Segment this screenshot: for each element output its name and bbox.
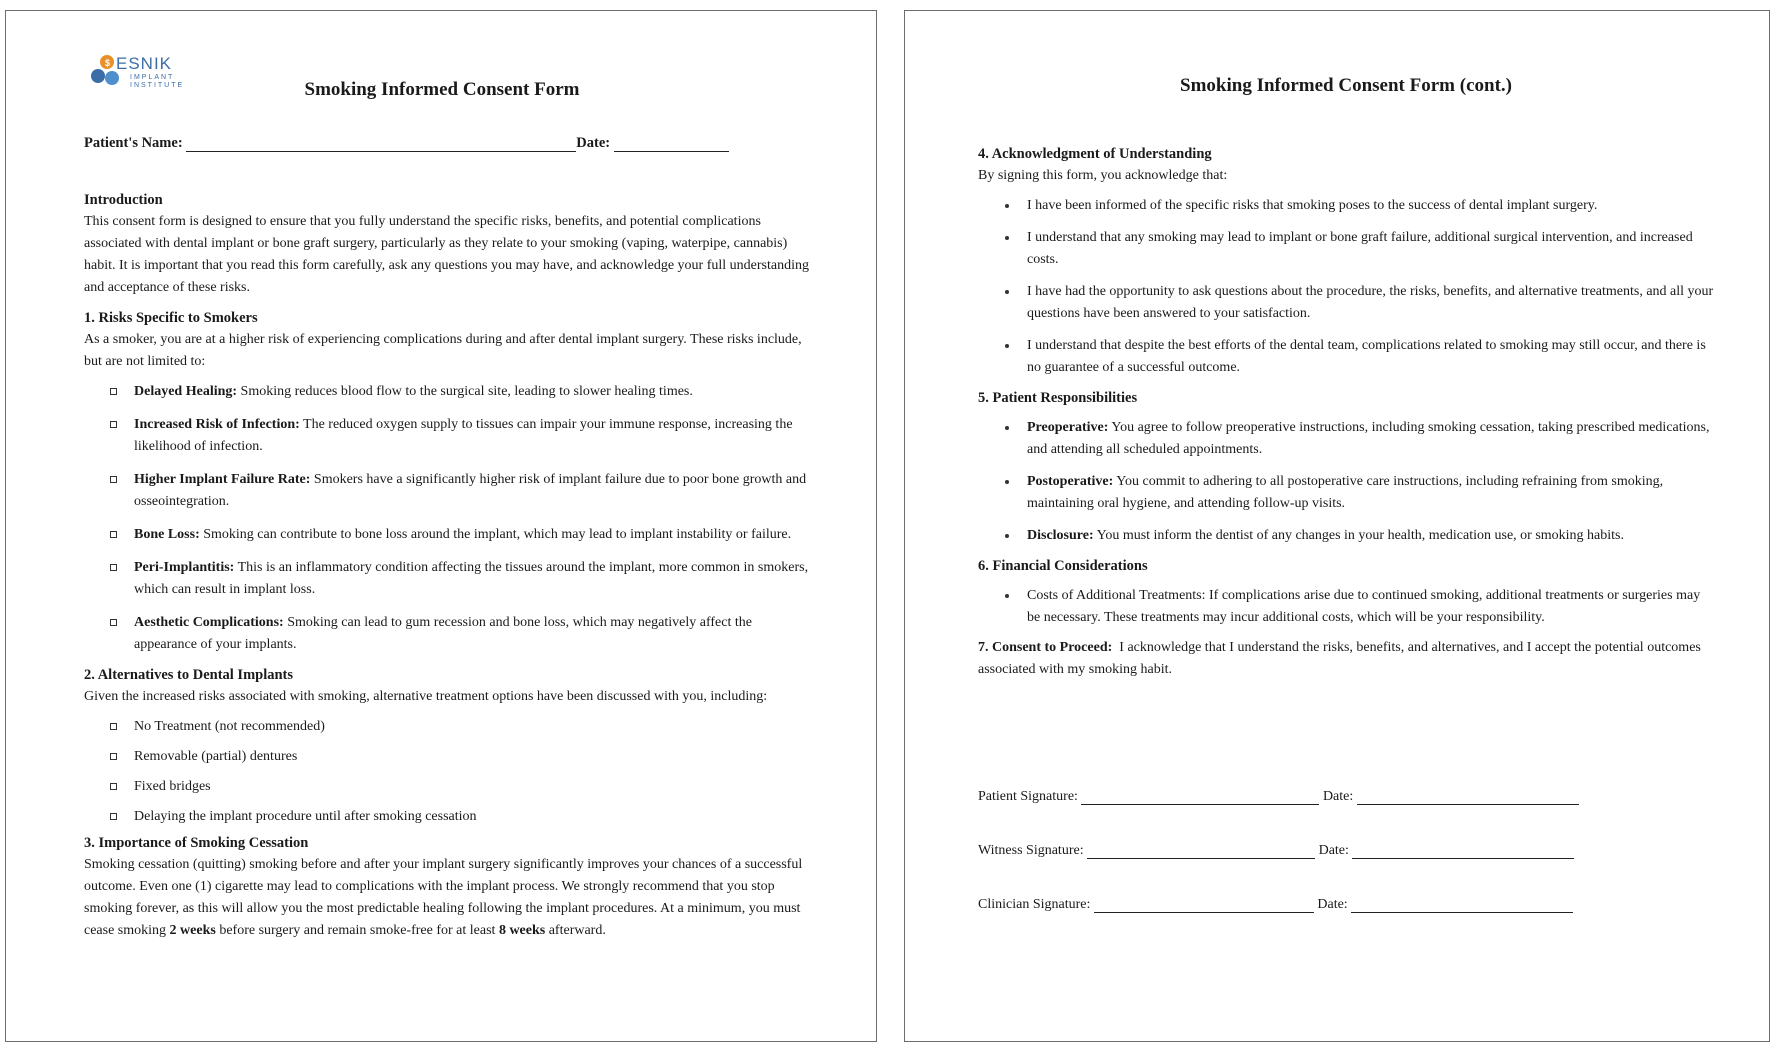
patient-signature-row — [978, 789, 1579, 809]
patient-signature-field[interactable] — [1081, 790, 1319, 805]
responsibility-text: You must inform the dentist of any changes in your health, medication use, or smoking habits. — [1093, 528, 1624, 543]
section-7-heading: 7. Consent to Proceed: — [978, 640, 1113, 655]
section-6-heading: 6. Financial Considerations — [978, 558, 1148, 574]
financial-list — [978, 585, 1714, 629]
patient-name-row — [84, 135, 764, 152]
section-1-text: As a smoker, you are at a higher risk of experiencing complications during and after dental implant surgery. These risks include, but are not limited to: — [84, 332, 802, 369]
responsibility-text: You commit to adhering to all postoperative care instructions, including refraining from smoking, maintaining oral hygiene, and attending follow-up visits. — [1027, 474, 1664, 511]
list-item: Costs of Additional Treatments: If complications arise due to continued smoking, additional treatments or surgeries may be necessary. These treatments may incur additional costs, which will be your responsibility. — [978, 585, 1714, 629]
witness-date-field[interactable] — [1352, 844, 1574, 859]
logo-subtitle-2: INSTITUTE — [130, 82, 185, 89]
cessation-weeks-before: 2 weeks — [169, 923, 216, 938]
list-item — [84, 612, 810, 656]
section-7-text — [978, 637, 1714, 681]
list-item — [84, 414, 810, 458]
responsibility-term: Disclosure: — [1027, 528, 1094, 543]
responsibility-term: Postoperative: — [1027, 474, 1114, 489]
page-1-content — [84, 189, 810, 942]
section-financial — [978, 555, 1714, 629]
list-item: No Treatment (not recommended) — [84, 716, 810, 738]
risk-text: Smoking can lead to gum recession and bone loss, which may negatively affect the appearance of your implants. — [134, 615, 752, 652]
logo-name: ESNIK — [116, 54, 173, 73]
risk-text: Smokers have a significantly higher risk of implant failure due to poor bone growth and osseointegration. — [134, 472, 807, 509]
list-item: Delaying the implant procedure until after smoking cessation — [84, 806, 810, 828]
list-item: I understand that any smoking may lead to implant or bone graft failure, additional surgical intervention, and increased costs. — [978, 227, 1714, 271]
section-cessation — [84, 832, 810, 942]
patient-name-field[interactable] — [186, 137, 576, 152]
clinician-signature-row — [978, 897, 1573, 917]
clinician-date-label: Date: — [1317, 897, 1348, 912]
section-risks — [84, 307, 810, 656]
witness-signature-field[interactable] — [1087, 844, 1315, 859]
patient-name-label: Patient's Name: — [84, 135, 183, 151]
risk-term: Peri-Implantitis: — [134, 560, 235, 575]
list-item: I understand that despite the best efforts of the dental team, complications related to smoking may still occur, and there is no guarantee of a successful outcome. — [978, 335, 1714, 379]
list-item: Fixed bridges — [84, 776, 810, 798]
consent-form-page-2 — [904, 10, 1770, 1042]
section-3-heading: 3. Importance of Smoking Cessation — [84, 835, 309, 851]
list-item — [84, 557, 810, 601]
list-item — [978, 471, 1714, 515]
clinician-signature-label: Clinician Signature: — [978, 897, 1091, 912]
section-1-heading: 1. Risks Specific to Smokers — [84, 310, 258, 326]
list-item: I have been informed of the specific risks that smoking poses to the success of dental implant surgery. — [978, 195, 1714, 217]
responsibility-term: Preoperative: — [1027, 420, 1109, 435]
page-2-content — [978, 143, 1714, 681]
patient-date-label: Date: — [1322, 789, 1354, 804]
cessation-text-c: afterward. — [545, 923, 606, 938]
consent-text: I acknowledge that I understand the risks, benefits, and alternatives, and I accept the potential outcomes associated with my smoking habit. — [978, 640, 1705, 677]
cessation-text-b: before surgery and remain smoke-free for at least — [215, 923, 499, 938]
list-item — [84, 469, 810, 513]
section-4-heading: 4. Acknowledgment of Understanding — [978, 146, 1212, 162]
risk-term: Bone Loss: — [134, 527, 200, 542]
section-acknowledgment — [978, 143, 1714, 379]
patient-date-field[interactable] — [1357, 790, 1579, 805]
witness-signature-label: Witness Signature: — [978, 843, 1084, 858]
risk-term: Delayed Healing: — [134, 384, 238, 399]
section-5-heading: 5. Patient Responsibilities — [978, 390, 1138, 406]
patient-signature-label: Patient Signature: — [978, 789, 1078, 804]
intro-heading: Introduction — [84, 192, 163, 208]
date-label: Date: — [576, 135, 611, 151]
page-title: Smoking Informed Consent Form (cont.) — [1180, 75, 1512, 96]
risk-text: This is an inflammatory condition affecting the tissues around the implant, more common in smokers, which can result in implant loss. — [134, 560, 809, 597]
page-title: Smoking Informed Consent Form — [304, 79, 580, 100]
consent-form-page-1 — [5, 10, 877, 1042]
cessation-weeks-after: 8 weeks — [498, 923, 546, 938]
section-alternatives — [84, 664, 810, 828]
logo-subtitle-1: IMPLANT — [130, 74, 175, 81]
risk-term: Higher Implant Failure Rate: — [134, 472, 311, 487]
list-item: Removable (partial) dentures — [84, 746, 810, 768]
risks-list — [84, 381, 810, 656]
list-item: I have had the opportunity to ask questions about the procedure, the risks, benefits, and alternative treatments, and all your questions have been answered to your satisfaction. — [978, 281, 1714, 325]
risk-term: Aesthetic Complications: — [134, 615, 284, 630]
risk-text: Smoking reduces blood flow to the surgical site, leading to slower healing times. — [237, 384, 693, 399]
date-field[interactable] — [614, 137, 729, 152]
risk-text: Smoking can contribute to bone loss around the implant, which may lead to implant instability or failure. — [199, 527, 792, 542]
cessation-text-a: Smoking cessation (quitting) smoking before and after your implant surgery significantly improves your chances of a successful outcome. Even one (1) cigarette may lead to complications with the implant process. We strongly recommend that you stop smoking forever, as this will allow you the most predictable healing following the implant procedures. At a minimum, you must cease smoking — [84, 857, 803, 938]
witness-signature-row — [978, 843, 1574, 863]
witness-date-label: Date: — [1318, 843, 1349, 858]
list-item — [978, 417, 1714, 461]
svg-text:$: $ — [105, 58, 111, 68]
list-item — [84, 381, 810, 403]
section-2-heading: 2. Alternatives to Dental Implants — [84, 667, 294, 683]
section-4-text: By signing this form, you acknowledge that: — [978, 168, 1228, 183]
section-3-text — [84, 854, 810, 942]
acknowledgment-list — [978, 195, 1714, 379]
intro-text: This consent form is designed to ensure that you fully understand the specific risks, benefits, and potential complications associated with dental implant or bone graft surgery, particularly as they relate to your smoking (vaping, waterpipe, cannabis) habit. It is important that you read this form carefully, ask any questions you may have, and acknowledge your full understanding and acceptance of these risks. — [84, 214, 809, 295]
risk-term: Increased Risk of Infection: — [134, 417, 300, 432]
risk-text: The reduced oxygen supply to tissues can impair your immune response, increasing the likelihood of infection. — [134, 417, 793, 454]
clinician-date-field[interactable] — [1351, 898, 1573, 913]
responsibility-text: You agree to follow preoperative instructions, including smoking cessation, taking prescribed medications, and attending all scheduled appointments. — [1027, 420, 1710, 457]
responsibilities-list — [978, 417, 1714, 547]
list-item — [978, 525, 1714, 547]
clinician-signature-field[interactable] — [1094, 898, 1314, 913]
list-item — [84, 524, 810, 546]
section-2-text: Given the increased risks associated with smoking, alternative treatment options have been discussed with you, including: — [84, 689, 768, 704]
section-consent — [978, 637, 1714, 681]
alternatives-list — [84, 716, 810, 828]
section-responsibilities — [978, 387, 1714, 547]
